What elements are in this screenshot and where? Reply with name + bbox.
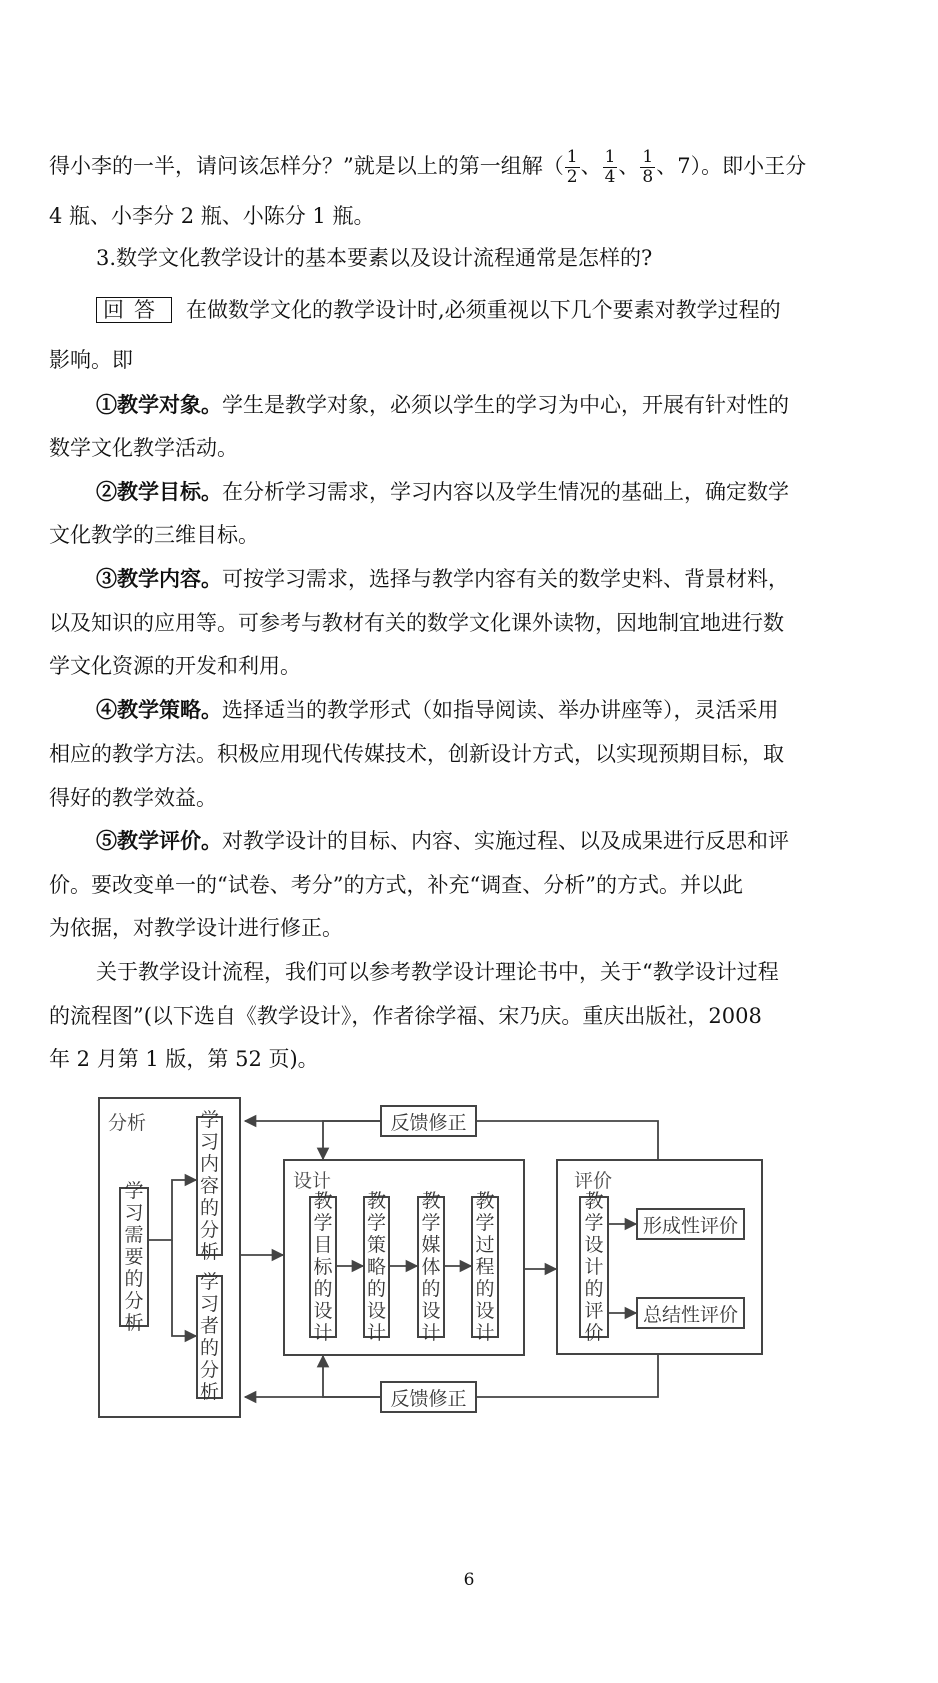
item-line: 相应的教学方法。积极应用现代传媒技术，创新设计方式，以实现预期目标，取 [49,742,784,766]
item-line: ①教学对象。学生是教学对象，必须以学生的学习为中心，开展有针对性的 [96,392,789,417]
item-line: ④教学策略。选择适当的教学形式（如指导阅读、举办讲座等），灵活采用 [96,697,779,722]
closing-line: 的流程图”(以下选自《教学设计》，作者徐学福、宋乃庆。重庆出版社，2008 [49,1004,762,1028]
para-line [49,148,880,187]
item-line: 学文化资源的开发和利用。 [49,654,301,678]
design-step-strategy: 教学策略的设计 [363,1196,390,1338]
evaluation-label: 评价 [574,1170,613,1192]
learning-need-box: 学习需要的分析 [119,1187,149,1327]
design-evaluation-box: 教学设计的评价 [579,1196,609,1338]
fraction: $\frac{1}{4}$ [604,147,616,187]
learner-analysis-box: 学习者的分析 [196,1275,223,1399]
para-line: 4 瓶、小李分 2 瓶、小陈分 1 瓶。 [49,204,375,228]
answer-line: 影响。即 [49,348,133,372]
text-segment: 得小李的一半，请问该怎样分？”就是以上的第一组解（ $\frac{1}{2}$ 、 $\frac{1}{4}$ 、 $\frac{1}{8}$ 、7）。即小王分 [49,147,807,187]
design-step-goal: 教学目标的设计 [309,1196,337,1338]
item-line: 以及知识的应用等。可参考与教材有关的数学文化课外读物，因地制宜地进行数 [49,611,784,635]
closing-line: 关于教学设计流程，我们可以参考教学设计理论书中，关于“教学设计过程 [96,960,779,984]
item-line: ②教学目标。在分析学习需求，学习内容以及学生情况的基础上，确定数学 [96,479,789,504]
item-line: 文化教学的三维目标。 [49,523,259,547]
item-line: 价。要改变单一的“试卷、考分”的方式，补充“调查、分析”的方式。并以此 [49,873,743,897]
analysis-label: 分析 [108,1112,147,1134]
fraction: $\frac{1}{2}$ [566,147,578,187]
summative-evaluation-box: 总结性评价 [636,1297,745,1329]
answer-label: 回答 [96,297,172,323]
answer-line: 回答 在做数学文化的教学设计时,必须重视以下几个要素对教学过程的 [96,296,880,324]
design-step-process: 教学过程的设计 [471,1196,499,1338]
fraction: $\frac{1}{8}$ [642,147,654,187]
item-line: 得好的教学效益。 [49,786,217,810]
learning-content-box: 学习内容的分析 [196,1116,223,1256]
design-label: 设计 [293,1170,332,1192]
closing-line: 年 2 月第 1 版，第 52 页)。 [49,1047,319,1071]
page-number: 6 [463,1570,475,1590]
feedback-top-box: 反馈修正 [380,1105,477,1137]
item-line: 为依据，对教学设计进行修正。 [49,916,343,940]
question-line: 3.数学文化教学设计的基本要素以及设计流程通常是怎样的? [96,246,653,270]
design-step-media: 教学媒体的设计 [417,1196,445,1338]
feedback-bottom-box: 反馈修正 [380,1381,477,1413]
item-line: ⑤教学评价。对教学设计的目标、内容、实施过程、以及成果进行反思和评 [96,828,789,853]
formative-evaluation-box: 形成性评价 [636,1208,745,1240]
item-line: 数学文化教学活动。 [49,436,238,460]
item-line: ③教学内容。可按学习需求，选择与教学内容有关的数学史料、背景材料， [96,566,789,591]
